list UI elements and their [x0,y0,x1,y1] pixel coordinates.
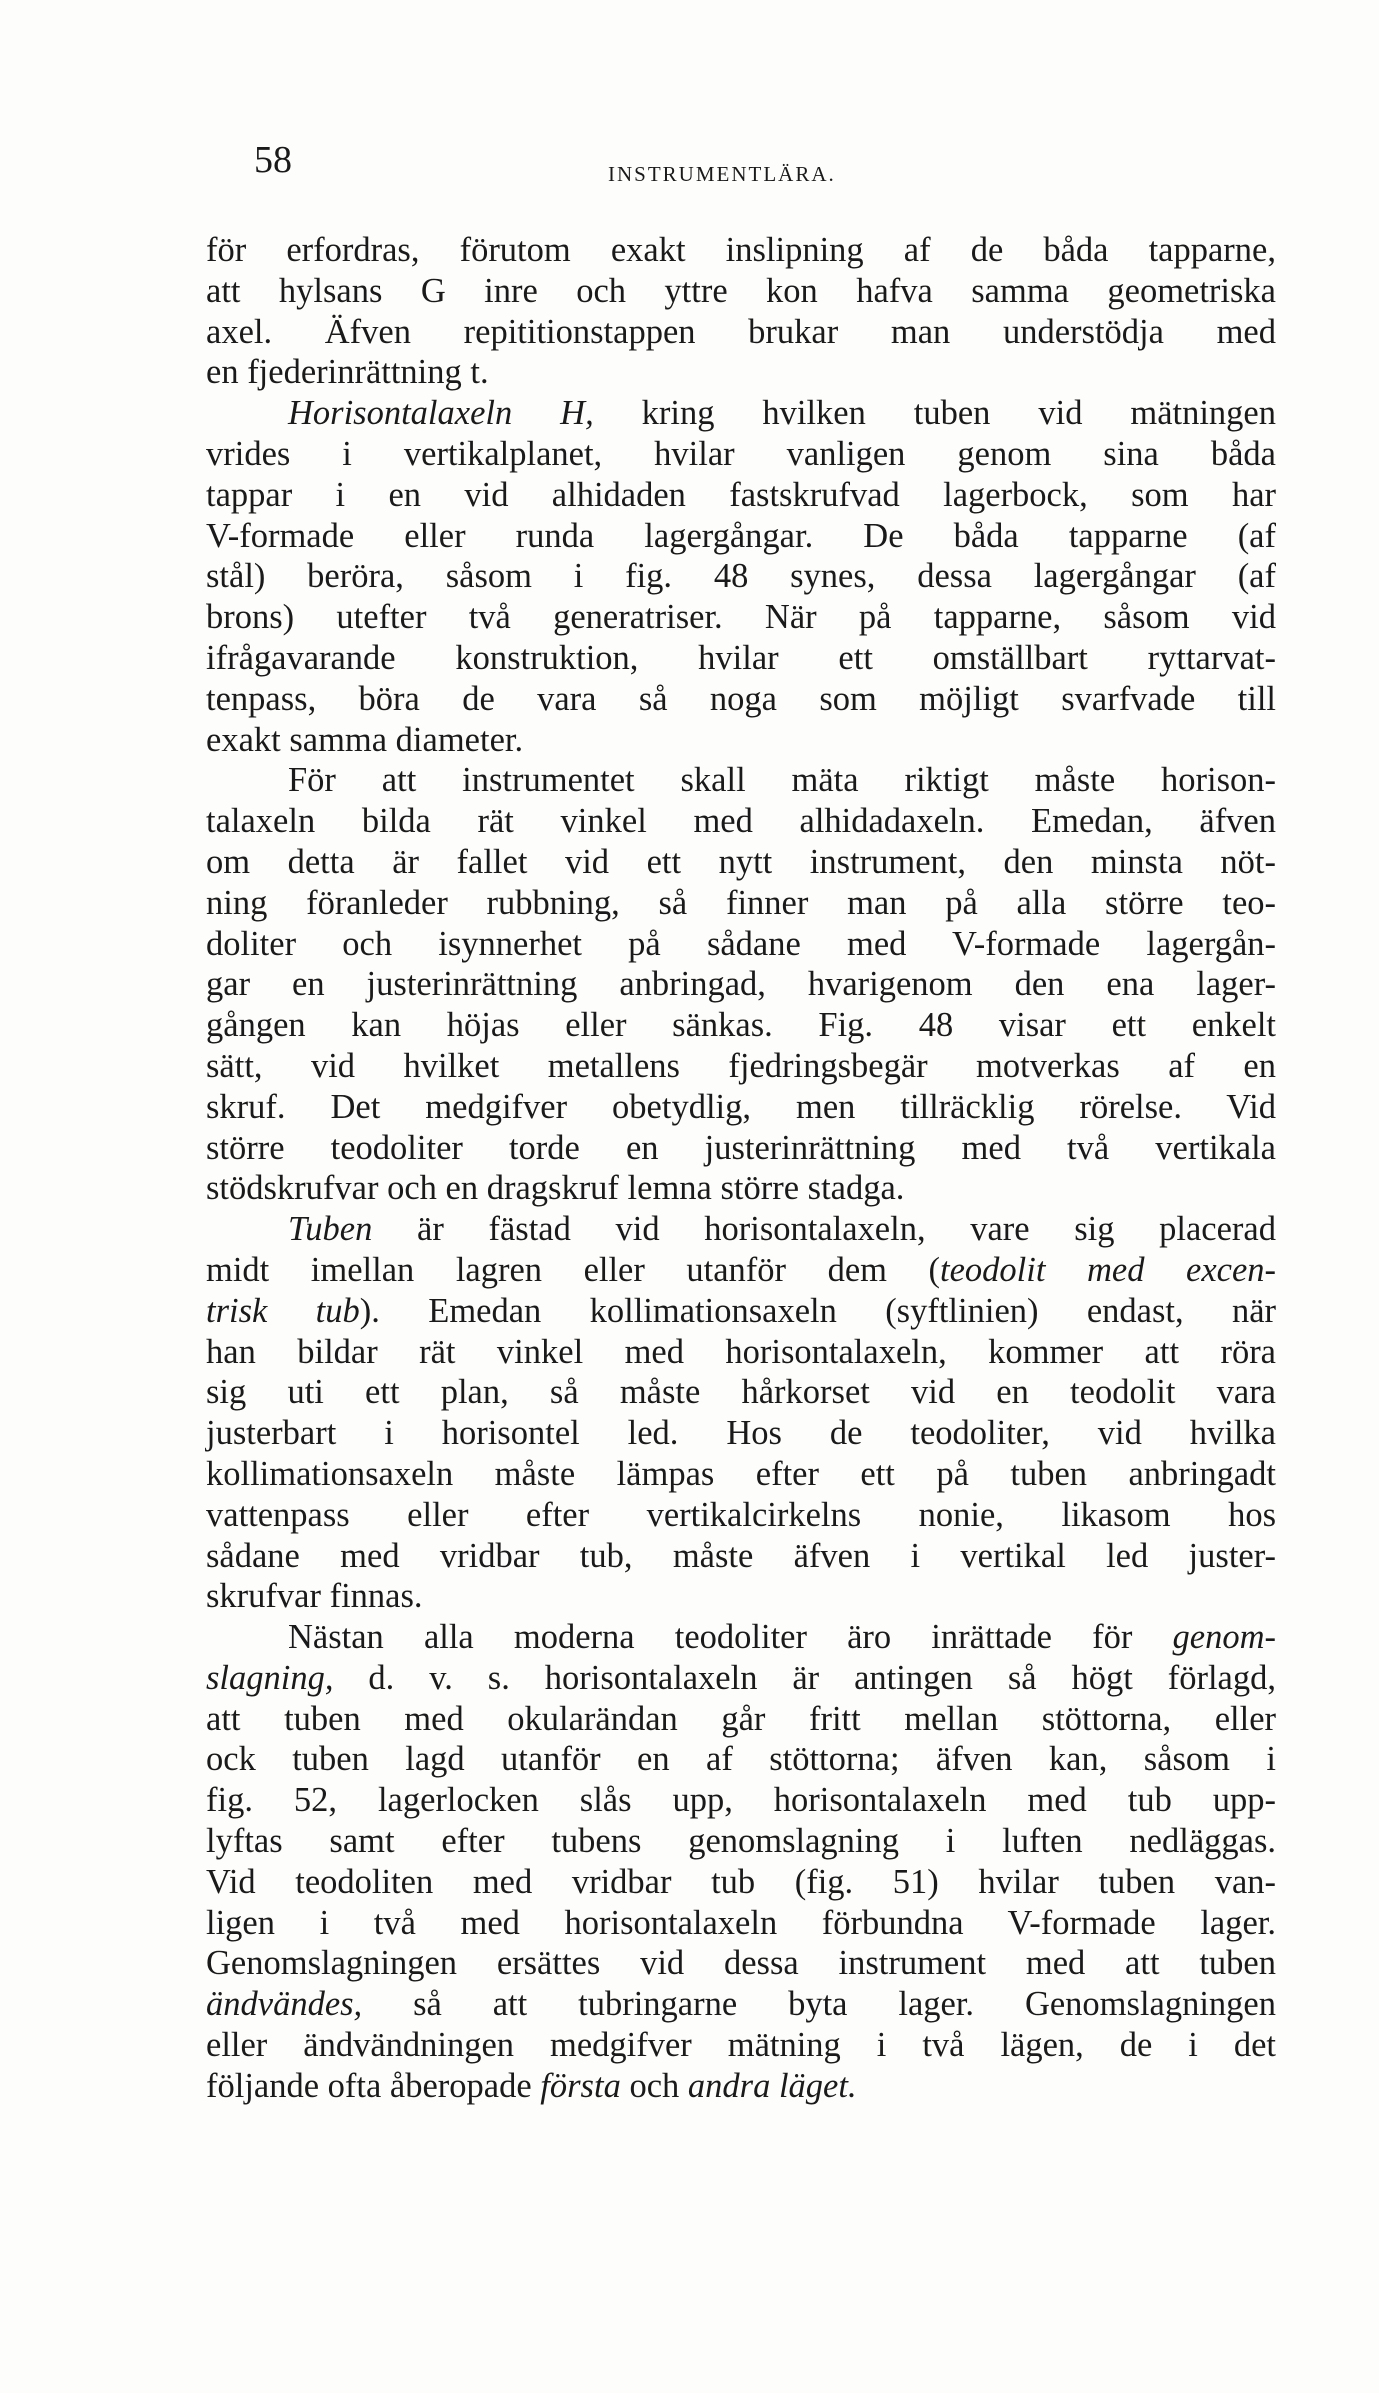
paragraph-3 [206,760,1276,1209]
italic-term: genom- [1172,1618,1276,1657]
italic-term: ändvändes, [206,1985,363,2024]
italic-term: teodolit med excen- [940,1250,1277,1289]
text-line: vrides i vertikalplanet, hvilar vanligen genom sina båda [206,434,1276,473]
text-line: midt imellan lagren eller utanför dem (teodolit med excen- [206,1250,1277,1289]
text-line: talaxeln bilda rät vinkel med alhidadaxeln. Emedan, äfven [206,802,1276,841]
text-line: trisk tub). Emedan kollimationsaxeln (syftlinien) endast, när [206,1291,1277,1330]
text-line: större teodoliter torde en justerinrättning med två vertikala [206,1128,1276,1167]
running-head: INSTRUMENTLÄRA. [608,162,836,186]
text-line: att hylsans G inre och yttre kon hafva samma geometriska [206,271,1276,310]
text-line: För att instrumentet skall mäta riktigt måste horison- [288,761,1276,800]
text-line: en fjederinrättning t. [206,353,489,392]
text-line: ändvändes, så att tubringarne byta lager. Genomslagningen [206,1985,1276,2024]
italic-term: trisk tub [206,1291,360,1330]
text-line: tenpass, böra de vara så noga som möjligt svarfvade till [206,679,1276,718]
text-line: justerbart i horisontel led. Hos de teodoliter, vid hvilka [206,1414,1276,1453]
text-line: att tuben med okularändan går fritt mellan stöttorna, eller [206,1699,1276,1738]
text-line: lyftas samt efter tubens genomslagning i luften nedläggas. [206,1822,1276,1861]
text-line: V-formade eller runda lagergångar. De båda tapparne (af [206,516,1276,555]
text-line: stödskrufvar och en dragskruf lemna större stadga. [206,1169,905,1208]
paragraph-2 [206,393,1276,760]
text-line: brons) utefter två generatriser. När på tapparne, såsom vid [206,598,1276,637]
text-line: sig uti ett plan, så måste hårkorset vid en teodolit vara [206,1373,1276,1412]
italic-term: Horisontalaxeln H, [288,394,594,433]
text-line: eller ändvändningen medgifver mätning i två lägen, de i det [206,2026,1276,2065]
paragraph-5 [206,1617,1276,2107]
text-line: ifrågavarande konstruktion, hvilar ett omställbart ryttarvat- [206,638,1276,677]
text-line: gången kan höjas eller sänkas. Fig. 48 visar ett enkelt [206,1006,1276,1045]
paragraph-4 [206,1209,1276,1617]
paragraph-1 [206,230,1276,393]
text-line: följande ofta åberopade första och andra läget. [206,2066,857,2105]
italic-term: första [540,2066,621,2105]
text-line: gar en justerinrättning anbringad, hvarigenom den ena lager- [206,965,1276,1004]
text-line: Tuben är fästad vid horisontalaxeln, vare sig placerad [288,1210,1276,1249]
text-line: Nästan alla moderna teodoliter äro inrättade för genom- [288,1618,1276,1657]
italic-term: andra läget. [687,2066,857,2105]
text-line: om detta är fallet vid ett nytt instrument, den minsta nöt- [206,842,1276,881]
text-line: slagning, d. v. s. horisontalaxeln är antingen så högt förlagd, [206,1658,1276,1697]
italic-term: slagning, [206,1658,334,1697]
text-line: fig. 52, lagerlocken slås upp, horisontalaxeln med tub upp- [206,1781,1276,1820]
text-line: Horisontalaxeln H, kring hvilken tuben vid mätningen [288,394,1276,433]
text-line: tappar i en vid alhidaden fastskrufvad lagerbock, som har [206,475,1276,514]
text-line: för erfordras, förutom exakt inslipning af de båda tapparne, [206,231,1276,269]
italic-term: Tuben [288,1210,373,1249]
text-line: axel. Äfven repititionstappen brukar man understödja med [206,312,1276,351]
text-line: sådane med vridbar tub, måste äfven i vertikal led juster- [206,1536,1276,1575]
text-line: doliter och isynnerhet på sådane med V-formade lagergån- [206,924,1276,963]
body-text [206,230,1276,2107]
text-line: Vid teodoliten med vridbar tub (fig. 51) hvilar tuben van- [206,1862,1276,1901]
text-line: Genomslagningen ersättes vid dessa instrument med att tuben [206,1944,1276,1983]
page-number: 58 [254,139,292,181]
page-header [206,140,1276,190]
text-line: stål) beröra, såsom i fig. 48 synes, dessa lagergångar (af [206,557,1276,596]
text-line: ligen i två med horisontalaxeln förbundna V-formade lager. [206,1903,1276,1942]
text-line: skrufvar finnas. [206,1577,423,1616]
text-line: kollimationsaxeln måste lämpas efter ett på tuben anbringadt [206,1454,1276,1493]
text-line: skruf. Det medgifver obetydlig, men tillräcklig rörelse. Vid [206,1087,1276,1126]
text-line: exakt samma diameter. [206,720,524,759]
text-line: ning föranleder rubbning, så finner man på alla större teo- [206,883,1276,922]
text-line: sätt, vid hvilket metallens fjedringsbegär motverkas af en [206,1046,1276,1085]
text-line: han bildar rät vinkel med horisontalaxeln, kommer att röra [206,1332,1276,1371]
text-line: ock tuben lagd utanför en af stöttorna; äfven kan, såsom i [206,1740,1276,1779]
text-line: vattenpass eller efter vertikalcirkelns nonie, likasom hos [206,1495,1276,1534]
